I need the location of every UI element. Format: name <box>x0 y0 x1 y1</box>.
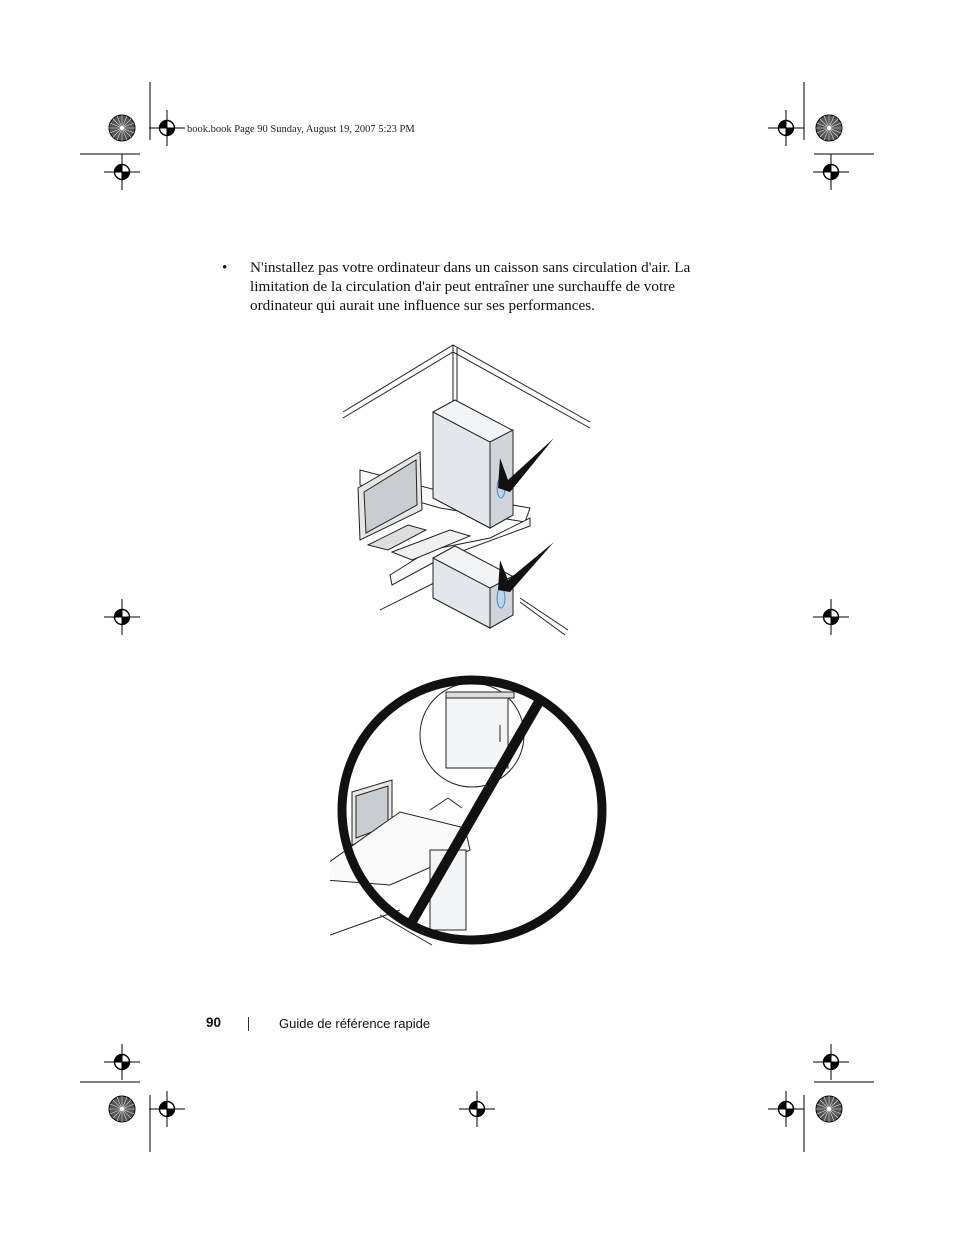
bullet-line: ordinateur qui aurait une influence sur ses performances. <box>250 297 595 314</box>
registration-mark-icon <box>768 1091 804 1127</box>
registration-mark-icon <box>149 1091 185 1127</box>
page-number: 90 <box>206 1015 222 1030</box>
print-slug: book.book Page 90 Sunday, August 19, 2007 5:23 PM <box>187 124 415 135</box>
registration-mark-icon <box>768 110 804 146</box>
starburst-mark-icon <box>109 1096 135 1122</box>
starburst-mark-icon <box>109 115 135 141</box>
enclosed-cabinet-illustration <box>330 683 524 945</box>
registration-mark-icon <box>813 1044 849 1080</box>
starburst-mark-icon <box>816 115 842 141</box>
bullet-marker: • <box>222 259 228 276</box>
footer-divider <box>248 1017 249 1031</box>
registration-mark-icon <box>813 599 849 635</box>
bullet-text <box>250 258 712 315</box>
registration-mark-icon <box>813 154 849 190</box>
registration-mark-icon <box>104 599 140 635</box>
checkmark-icon <box>498 542 554 592</box>
airflow-illustration <box>330 340 620 960</box>
starburst-mark-icon <box>816 1096 842 1122</box>
registration-mark-icon <box>149 110 185 146</box>
footer-title: Guide de référence rapide <box>279 1016 431 1031</box>
registration-mark-icon <box>459 1091 495 1127</box>
registration-mark-icon <box>104 1044 140 1080</box>
bullet-line: N'installez pas votre ordinateur dans un caisson sans circulation d'air. La <box>250 259 691 276</box>
bullet-line: limitation de la circulation d'air peut entraîner une surchauffe de votre <box>250 278 676 295</box>
correct-placement-illustration <box>343 345 590 635</box>
registration-mark-icon <box>104 154 140 190</box>
